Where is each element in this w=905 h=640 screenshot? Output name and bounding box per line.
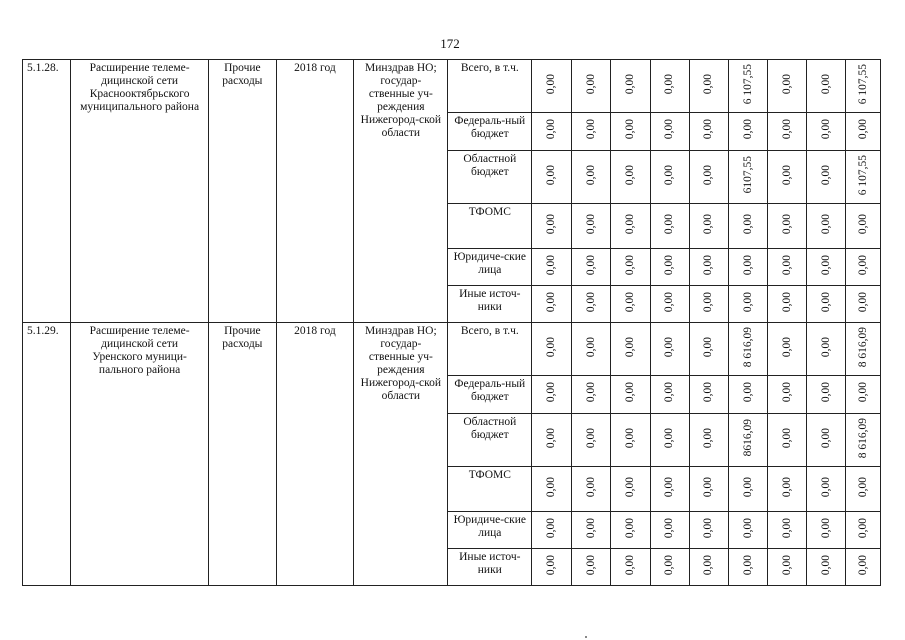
amount-cell — [728, 113, 768, 151]
amount-cell — [728, 60, 768, 113]
amount-value: 0,00 — [584, 164, 597, 186]
amount-cell — [650, 467, 689, 512]
expense-type: Прочие расходы — [209, 60, 276, 323]
amount-cell — [846, 323, 881, 376]
amount-value: 0,00 — [741, 213, 754, 235]
amount-cell — [532, 376, 572, 414]
amount-value: 0,00 — [819, 427, 832, 449]
amount-cell — [846, 151, 881, 204]
amount-value: 0,00 — [545, 164, 558, 186]
amount-cell — [610, 549, 650, 586]
amount-value: 0,00 — [623, 119, 636, 140]
item-code: 5.1.28. — [23, 60, 71, 323]
amount-cell — [728, 249, 768, 286]
amount-value: 8 616,09 — [856, 417, 869, 459]
amount-value: 0,00 — [663, 476, 676, 498]
amount-cell — [572, 512, 611, 549]
amount-value: 0,00 — [545, 554, 558, 576]
amount-cell — [610, 286, 650, 323]
amount-value: 0,00 — [856, 554, 869, 576]
amount-value: 0,00 — [780, 213, 793, 235]
amount-value: 0,00 — [663, 164, 676, 186]
amount-value: 0,00 — [623, 213, 636, 235]
amount-value: 0,00 — [856, 213, 869, 235]
amount-value: 6 107,55 — [856, 154, 869, 196]
amount-cell — [768, 151, 807, 204]
amount-value: 0,00 — [819, 336, 832, 358]
funding-source: Областной бюджет — [448, 151, 532, 204]
amount-cell — [572, 113, 611, 151]
amount-value: 0,00 — [741, 476, 754, 498]
amount-cell — [768, 512, 807, 549]
amount-cell — [572, 414, 611, 467]
amount-value: 0,00 — [819, 517, 832, 539]
amount-cell — [689, 60, 728, 113]
amount-value: 8 616,09 — [741, 326, 754, 368]
amount-cell — [768, 414, 807, 467]
amount-cell — [532, 60, 572, 113]
funding-source: Иные источ-ники — [448, 286, 532, 323]
amount-cell — [689, 151, 728, 204]
amount-cell — [689, 414, 728, 467]
amount-cell — [846, 414, 881, 467]
amount-cell — [846, 286, 881, 323]
amount-cell — [610, 151, 650, 204]
amount-cell — [532, 151, 572, 204]
amount-cell — [572, 549, 611, 586]
amount-value: 0,00 — [741, 291, 754, 313]
amount-value: 0,00 — [545, 119, 558, 140]
amount-cell — [768, 323, 807, 376]
amount-value: 0,00 — [741, 382, 754, 403]
amount-value: 0,00 — [856, 476, 869, 498]
amount-value: 0,00 — [663, 336, 676, 358]
amount-value: 0,00 — [584, 291, 597, 313]
amount-value: 0,00 — [780, 427, 793, 449]
item-year: 2018 год — [276, 323, 354, 586]
amount-cell — [572, 204, 611, 249]
amount-cell — [728, 376, 768, 414]
funding-source: Юридиче-ские лица — [448, 512, 532, 549]
amount-cell — [532, 323, 572, 376]
amount-value: 0,00 — [623, 476, 636, 498]
item-executor: Минздрав НО; государ-ственные уч-реждения Нижегород-ской области — [354, 60, 448, 323]
amount-value: 0,00 — [741, 554, 754, 576]
amount-cell — [650, 549, 689, 586]
amount-cell — [689, 323, 728, 376]
amount-value: 0,00 — [623, 554, 636, 576]
amount-value: 0,00 — [702, 382, 715, 403]
amount-value: 6107,55 — [741, 156, 754, 194]
amount-cell — [807, 60, 846, 113]
item-executor: Минздрав НО; государ-ственные уч-реждения Нижегород-ской области — [354, 323, 448, 586]
expense-type: Прочие расходы — [209, 323, 276, 586]
amount-value: 0,00 — [584, 73, 597, 95]
amount-value: 0,00 — [663, 254, 676, 276]
amount-value: 0,00 — [702, 291, 715, 313]
amount-cell — [768, 204, 807, 249]
amount-cell — [846, 549, 881, 586]
amount-cell — [532, 512, 572, 549]
amount-cell — [532, 549, 572, 586]
amount-cell — [846, 113, 881, 151]
amount-cell — [728, 204, 768, 249]
amount-value: 0,00 — [545, 336, 558, 358]
amount-value: 8616,09 — [741, 419, 754, 457]
amount-value: 0,00 — [819, 119, 832, 140]
amount-cell — [650, 249, 689, 286]
amount-value: 0,00 — [663, 382, 676, 403]
amount-cell — [846, 204, 881, 249]
amount-value: 0,00 — [584, 254, 597, 276]
page-number: 172 — [440, 36, 460, 51]
amount-value: 0,00 — [702, 554, 715, 576]
amount-value: 0,00 — [702, 73, 715, 95]
amount-cell — [532, 286, 572, 323]
amount-value: 0,00 — [819, 254, 832, 276]
amount-value: 0,00 — [780, 517, 793, 539]
amount-value: 0,00 — [545, 254, 558, 276]
amount-value: 0,00 — [545, 427, 558, 449]
amount-cell — [532, 204, 572, 249]
amount-value: 0,00 — [584, 336, 597, 358]
amount-value: 6 107,55 — [856, 63, 869, 105]
amount-value: 0,00 — [663, 213, 676, 235]
amount-value: 0,00 — [702, 119, 715, 140]
amount-cell — [768, 286, 807, 323]
amount-value: 0,00 — [545, 73, 558, 95]
amount-cell — [768, 376, 807, 414]
amount-cell — [610, 204, 650, 249]
amount-cell — [650, 60, 689, 113]
amount-value: 0,00 — [780, 554, 793, 576]
amount-value: 0,00 — [856, 254, 869, 276]
funding-source: Областной бюджет — [448, 414, 532, 467]
amount-value: 0,00 — [702, 517, 715, 539]
funding-source: Юридиче-ские лица — [448, 249, 532, 286]
amount-cell — [572, 151, 611, 204]
amount-value: 0,00 — [819, 213, 832, 235]
amount-value: 0,00 — [623, 517, 636, 539]
funding-source: Иные источ-ники — [448, 549, 532, 586]
funding-source: Всего, в т.ч. — [448, 60, 532, 113]
amount-cell — [610, 60, 650, 113]
amount-value: 0,00 — [702, 164, 715, 186]
amount-cell — [807, 249, 846, 286]
amount-cell — [846, 249, 881, 286]
amount-cell — [807, 323, 846, 376]
amount-cell — [768, 113, 807, 151]
amount-cell — [728, 151, 768, 204]
amount-value: 0,00 — [702, 427, 715, 449]
amount-cell — [572, 376, 611, 414]
amount-cell — [572, 323, 611, 376]
amount-cell — [610, 512, 650, 549]
amount-cell — [650, 151, 689, 204]
table-body — [23, 60, 881, 586]
amount-cell — [807, 286, 846, 323]
funding-table — [22, 59, 881, 586]
amount-cell — [807, 151, 846, 204]
amount-value: 0,00 — [663, 119, 676, 140]
amount-value: 0,00 — [780, 73, 793, 95]
amount-cell — [728, 467, 768, 512]
amount-value: 0,00 — [741, 254, 754, 276]
item-year: 2018 год — [276, 60, 354, 323]
amount-value: 0,00 — [623, 291, 636, 313]
table-row — [23, 60, 881, 113]
amount-value: 0,00 — [545, 517, 558, 539]
amount-value: 0,00 — [663, 291, 676, 313]
funding-source: Федераль-ный бюджет — [448, 376, 532, 414]
amount-value: 0,00 — [819, 73, 832, 95]
amount-value: 0,00 — [623, 336, 636, 358]
amount-value: 0,00 — [702, 213, 715, 235]
amount-cell — [807, 467, 846, 512]
amount-value: 0,00 — [819, 164, 832, 186]
amount-cell — [846, 467, 881, 512]
amount-cell — [807, 376, 846, 414]
amount-cell — [610, 414, 650, 467]
amount-value: 0,00 — [819, 554, 832, 576]
amount-value: 0,00 — [741, 517, 754, 539]
amount-value: 0,00 — [741, 119, 754, 140]
amount-cell — [689, 512, 728, 549]
amount-cell — [572, 286, 611, 323]
amount-cell — [728, 286, 768, 323]
amount-cell — [689, 113, 728, 151]
amount-cell — [846, 512, 881, 549]
amount-value: 0,00 — [584, 213, 597, 235]
amount-value: 0,00 — [584, 427, 597, 449]
amount-value: 0,00 — [584, 119, 597, 140]
amount-value: 0,00 — [584, 554, 597, 576]
amount-value: 0,00 — [584, 517, 597, 539]
amount-cell — [650, 286, 689, 323]
amount-value: 0,00 — [623, 164, 636, 186]
funding-source: Всего, в т.ч. — [448, 323, 532, 376]
amount-value: 0,00 — [856, 517, 869, 539]
amount-cell — [610, 376, 650, 414]
amount-value: 0,00 — [856, 119, 869, 140]
amount-value: 0,00 — [623, 382, 636, 403]
amount-cell — [610, 467, 650, 512]
amount-value: 0,00 — [856, 382, 869, 403]
amount-value: 0,00 — [584, 476, 597, 498]
amount-cell — [807, 512, 846, 549]
amount-value: 0,00 — [584, 382, 597, 403]
amount-value: 0,00 — [545, 213, 558, 235]
amount-cell — [610, 113, 650, 151]
amount-value: 0,00 — [780, 119, 793, 140]
amount-cell — [689, 204, 728, 249]
amount-cell — [807, 113, 846, 151]
amount-cell — [768, 249, 807, 286]
amount-cell — [650, 113, 689, 151]
amount-value: 0,00 — [702, 254, 715, 276]
amount-cell — [728, 512, 768, 549]
amount-value: 8 616,09 — [856, 326, 869, 368]
amount-value: 0,00 — [663, 427, 676, 449]
amount-value: 0,00 — [780, 164, 793, 186]
amount-value: 6 107,55 — [741, 63, 754, 105]
amount-cell — [768, 467, 807, 512]
amount-value: 0,00 — [780, 476, 793, 498]
amount-cell — [532, 414, 572, 467]
amount-value: 0,00 — [623, 73, 636, 95]
amount-value: 0,00 — [663, 554, 676, 576]
item-name: Расширение телеме-дицинской сети Краснооктябрьского муниципального района — [71, 60, 209, 323]
funding-source: ТФОМС — [448, 204, 532, 249]
amount-cell — [728, 323, 768, 376]
amount-value: 0,00 — [545, 382, 558, 403]
amount-value: 0,00 — [702, 336, 715, 358]
amount-cell — [846, 60, 881, 113]
amount-value: 0,00 — [819, 476, 832, 498]
amount-cell — [610, 249, 650, 286]
amount-cell — [610, 323, 650, 376]
amount-value: 0,00 — [702, 476, 715, 498]
funding-source: ТФОМС — [448, 467, 532, 512]
amount-cell — [572, 467, 611, 512]
amount-cell — [572, 249, 611, 286]
amount-cell — [728, 414, 768, 467]
amount-cell — [650, 323, 689, 376]
amount-cell — [650, 204, 689, 249]
amount-cell — [650, 376, 689, 414]
amount-cell — [689, 249, 728, 286]
amount-cell — [768, 549, 807, 586]
amount-cell — [768, 60, 807, 113]
amount-cell — [532, 467, 572, 512]
amount-cell — [689, 467, 728, 512]
amount-cell — [650, 512, 689, 549]
amount-value: 0,00 — [819, 291, 832, 313]
amount-value: 0,00 — [780, 254, 793, 276]
amount-value: 0,00 — [623, 254, 636, 276]
amount-value: 0,00 — [819, 382, 832, 403]
amount-cell — [572, 60, 611, 113]
amount-cell — [846, 376, 881, 414]
amount-cell — [807, 549, 846, 586]
table-row — [23, 323, 881, 376]
amount-value: 0,00 — [780, 336, 793, 358]
amount-cell — [728, 549, 768, 586]
amount-cell — [532, 249, 572, 286]
amount-value: 0,00 — [663, 73, 676, 95]
amount-cell — [650, 414, 689, 467]
amount-value: 0,00 — [623, 427, 636, 449]
amount-value: 0,00 — [545, 291, 558, 313]
amount-cell — [807, 414, 846, 467]
amount-value: 0,00 — [780, 382, 793, 403]
amount-cell — [807, 204, 846, 249]
amount-cell — [689, 376, 728, 414]
funding-source: Федераль-ный бюджет — [448, 113, 532, 151]
amount-cell — [689, 549, 728, 586]
item-code: 5.1.29. — [23, 323, 71, 586]
amount-value: 0,00 — [663, 517, 676, 539]
amount-value: 0,00 — [545, 476, 558, 498]
amount-value: 0,00 — [856, 291, 869, 313]
amount-value: 0,00 — [780, 291, 793, 313]
amount-cell — [689, 286, 728, 323]
scan-speck — [585, 636, 587, 638]
item-name: Расширение телеме-дицинской сети Уренского муници-пального района — [71, 323, 209, 586]
amount-cell — [532, 113, 572, 151]
